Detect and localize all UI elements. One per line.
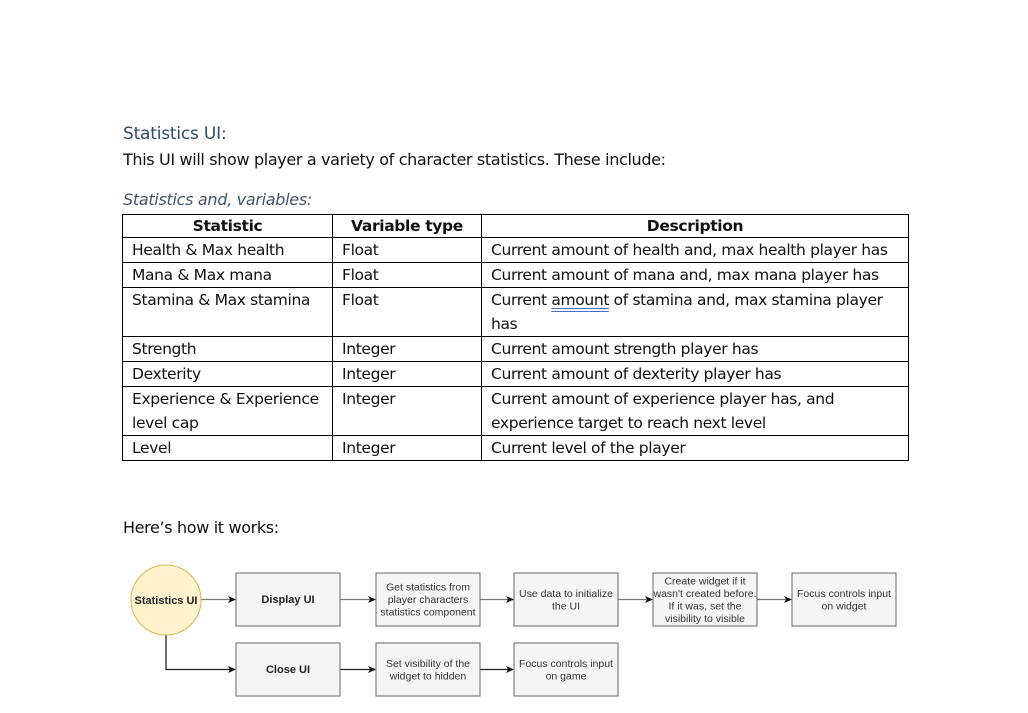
how-it-works-label: Here’s how it works:	[123, 518, 279, 537]
header-variable-type: Variable type	[333, 215, 482, 238]
spellcheck-flagged-word[interactable]: amount	[551, 291, 610, 309]
process-box-label: Create widget if it	[664, 575, 746, 588]
process-box-label: widget to hidden	[389, 670, 467, 683]
open-step-1	[236, 573, 340, 626]
cell-description: Current level of the player	[482, 436, 909, 461]
cell-statistic: Stamina & Max stamina	[123, 288, 333, 337]
description-text: Current	[491, 291, 552, 309]
open-step-4	[653, 573, 757, 626]
process-box-label: on widget	[821, 600, 867, 613]
process-box-label: visibility to visible	[665, 612, 745, 625]
close-step-3	[514, 643, 618, 696]
cell-type: Integer	[333, 436, 482, 461]
cell-description: Current amount of dexterity player has	[482, 362, 909, 387]
process-box-label: Set visibility of the	[385, 657, 471, 670]
cell-statistic: Health & Max health	[123, 238, 333, 263]
process-box-label: Close UI	[265, 664, 311, 676]
description-text: of stamina and, max stamina player has	[491, 291, 883, 333]
open-step-5	[792, 573, 896, 626]
cell-statistic: Mana & Max mana	[123, 263, 333, 288]
process-box-label: Use data to initialize	[519, 587, 613, 600]
flow-arrow	[166, 635, 235, 670]
cell-type: Integer	[333, 337, 482, 362]
process-box-label: Focus controls input	[797, 587, 891, 600]
cell-description: Current amount strength player has	[482, 337, 909, 362]
intro-paragraph: This UI will show player a variety of character statistics. These include:	[123, 150, 666, 169]
cell-type: Integer	[333, 362, 482, 387]
cell-description: Current amount of experience player has, and experience target to reach next level	[482, 387, 909, 436]
process-box-label: player characters	[387, 594, 469, 606]
cell-type: Integer	[333, 387, 482, 436]
process-box-label: the UI	[551, 600, 581, 613]
process-box-label: wasn't created before.	[653, 587, 757, 600]
header-statistic: Statistic	[123, 215, 333, 238]
table-caption: Statistics and, variables:	[123, 190, 312, 209]
cell-description: Current amount of health and, max health player has	[482, 238, 909, 263]
cell-statistic: Experience & Experience level cap	[123, 387, 333, 436]
header-description: Description	[482, 215, 909, 238]
process-box-label: If it was, set the	[668, 600, 742, 613]
section-heading: Statistics UI:	[123, 124, 227, 144]
close-step-2	[376, 643, 480, 696]
flowchart-nodes	[131, 565, 896, 696]
cell-statistic: Dexterity	[123, 362, 333, 387]
start-node-label: Statistics UI	[134, 595, 198, 607]
cell-description: Current amount of mana and, max mana player has	[482, 263, 909, 288]
open-step-2	[376, 573, 480, 626]
cell-statistic: Strength	[123, 337, 333, 362]
cell-type: Float	[333, 263, 482, 288]
open-step-3	[514, 573, 618, 626]
cell-type: Float	[333, 288, 482, 337]
process-box-label: Display UI	[261, 594, 315, 606]
process-box-label: Get statistics from	[385, 581, 471, 594]
process-box-label: statistics component	[380, 606, 476, 619]
cell-type: Float	[333, 238, 482, 263]
close-step-1	[236, 643, 340, 696]
process-box-label: on game	[545, 670, 587, 683]
cell-statistic: Level	[123, 436, 333, 461]
process-box-label: Focus controls input	[519, 657, 613, 670]
